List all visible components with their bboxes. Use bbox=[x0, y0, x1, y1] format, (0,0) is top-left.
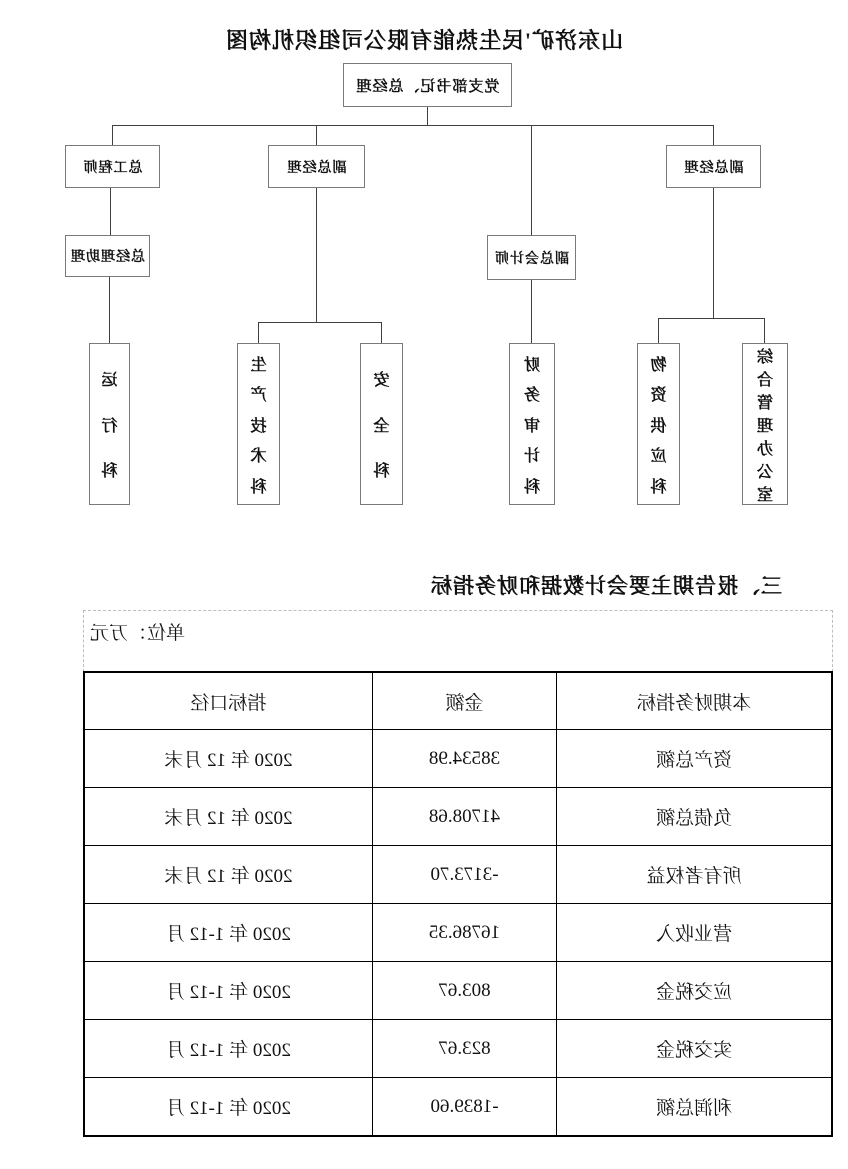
indicator-cell: 所有者权益 bbox=[557, 846, 832, 904]
org-box-label: 副总经理 bbox=[286, 160, 347, 176]
column-header-indicator: 本期财务指标 bbox=[557, 672, 832, 730]
financial-indicators-table bbox=[83, 671, 833, 1137]
org-connector bbox=[112, 125, 113, 145]
unit-label: 单位：万元 bbox=[90, 623, 186, 644]
indicator-cell: 负债总额 bbox=[557, 788, 832, 846]
org-box-label: 综 合 管 理 办 公 室 bbox=[757, 349, 774, 504]
amount-cell: 823.67 bbox=[372, 1020, 557, 1078]
amount-cell: -1839.60 bbox=[372, 1078, 557, 1137]
amount-cell: 16786.35 bbox=[372, 904, 557, 962]
org-connector bbox=[427, 107, 428, 125]
org-box-label: 生 产 技 术 科 bbox=[250, 356, 267, 496]
scope-cell: 2020 年 12 月末 bbox=[84, 788, 372, 846]
section-heading: 三、报告期主要会计数据和财务指标 bbox=[430, 574, 782, 598]
org-connector bbox=[258, 322, 382, 323]
table-row bbox=[84, 1078, 832, 1137]
scope-cell: 2020 年 1-12 月 bbox=[84, 1020, 372, 1078]
dashed-border-left bbox=[832, 610, 833, 672]
amount-cell: 38534.98 bbox=[372, 730, 557, 788]
org-connector bbox=[110, 188, 111, 235]
org-box-label: 运 行 科 bbox=[101, 371, 118, 481]
table-header-row bbox=[84, 672, 832, 730]
indicator-cell: 利润总额 bbox=[557, 1078, 832, 1137]
scope-cell: 2020 年 12 月末 bbox=[84, 730, 372, 788]
org-connector bbox=[316, 188, 317, 322]
org-connector bbox=[531, 125, 532, 235]
org-box-label: 物 资 供 应 科 bbox=[650, 356, 667, 496]
org-box-label: 党支部书记、总经理 bbox=[355, 78, 500, 95]
column-header-amount: 金额 bbox=[372, 672, 557, 730]
org-connector bbox=[713, 125, 714, 145]
org-box-label: 财 务 审 计 科 bbox=[524, 356, 541, 496]
table-row bbox=[84, 1020, 832, 1078]
org-connector bbox=[381, 322, 382, 343]
amount-cell: 803.67 bbox=[372, 962, 557, 1020]
org-box-deputy-chief-accountant bbox=[487, 235, 576, 280]
indicator-cell: 实交税金 bbox=[557, 1020, 832, 1078]
org-box-label: 副总经理 bbox=[683, 160, 744, 176]
org-box-label: 总经理助理 bbox=[70, 250, 145, 265]
table-row bbox=[84, 904, 832, 962]
org-box-deputy-gm-1 bbox=[666, 145, 761, 188]
org-box-label: 副总会计师 bbox=[494, 251, 569, 267]
org-box-gm-assistant bbox=[65, 235, 150, 277]
org-connector bbox=[713, 188, 714, 318]
org-connector bbox=[531, 280, 532, 343]
org-box-deputy-gm-2 bbox=[268, 145, 365, 188]
org-connector bbox=[764, 318, 765, 343]
indicator-cell: 营业收入 bbox=[557, 904, 832, 962]
org-box-materials-supply bbox=[637, 343, 680, 505]
org-connector bbox=[112, 125, 714, 126]
table-row bbox=[84, 962, 832, 1020]
org-connector bbox=[658, 318, 765, 319]
org-box-party-secretary-gm bbox=[343, 63, 512, 107]
column-header-scope: 指标口径 bbox=[84, 672, 372, 730]
org-box-production-tech bbox=[237, 343, 280, 505]
org-connector bbox=[109, 277, 110, 343]
table-row bbox=[84, 788, 832, 846]
org-box-general-admin-office bbox=[742, 343, 788, 505]
org-box-safety bbox=[360, 343, 403, 505]
table-row bbox=[84, 730, 832, 788]
org-box-chief-engineer bbox=[65, 145, 160, 188]
amount-cell: 41708.68 bbox=[372, 788, 557, 846]
scope-cell: 2020 年 1-12 月 bbox=[84, 904, 372, 962]
table-row bbox=[84, 846, 832, 904]
scope-cell: 2020 年 1-12 月 bbox=[84, 962, 372, 1020]
org-connector bbox=[258, 322, 259, 343]
org-box-label: 总工程师 bbox=[82, 160, 143, 176]
org-connector bbox=[316, 125, 317, 145]
org-chart-title: 山东济矿'民生热能有限公司组织机构图 bbox=[224, 28, 624, 53]
dashed-border-top bbox=[83, 610, 833, 611]
scope-cell: 2020 年 12 月末 bbox=[84, 846, 372, 904]
org-box-operations bbox=[89, 343, 130, 505]
org-box-label: 安 全 科 bbox=[373, 371, 390, 481]
indicator-cell: 应交税金 bbox=[557, 962, 832, 1020]
indicator-cell: 资产总额 bbox=[557, 730, 832, 788]
scope-cell: 2020 年 1-12 月 bbox=[84, 1078, 372, 1137]
org-connector bbox=[658, 318, 659, 343]
org-box-finance-audit bbox=[509, 343, 555, 505]
dashed-border-right bbox=[83, 610, 84, 672]
amount-cell: -3173.70 bbox=[372, 846, 557, 904]
